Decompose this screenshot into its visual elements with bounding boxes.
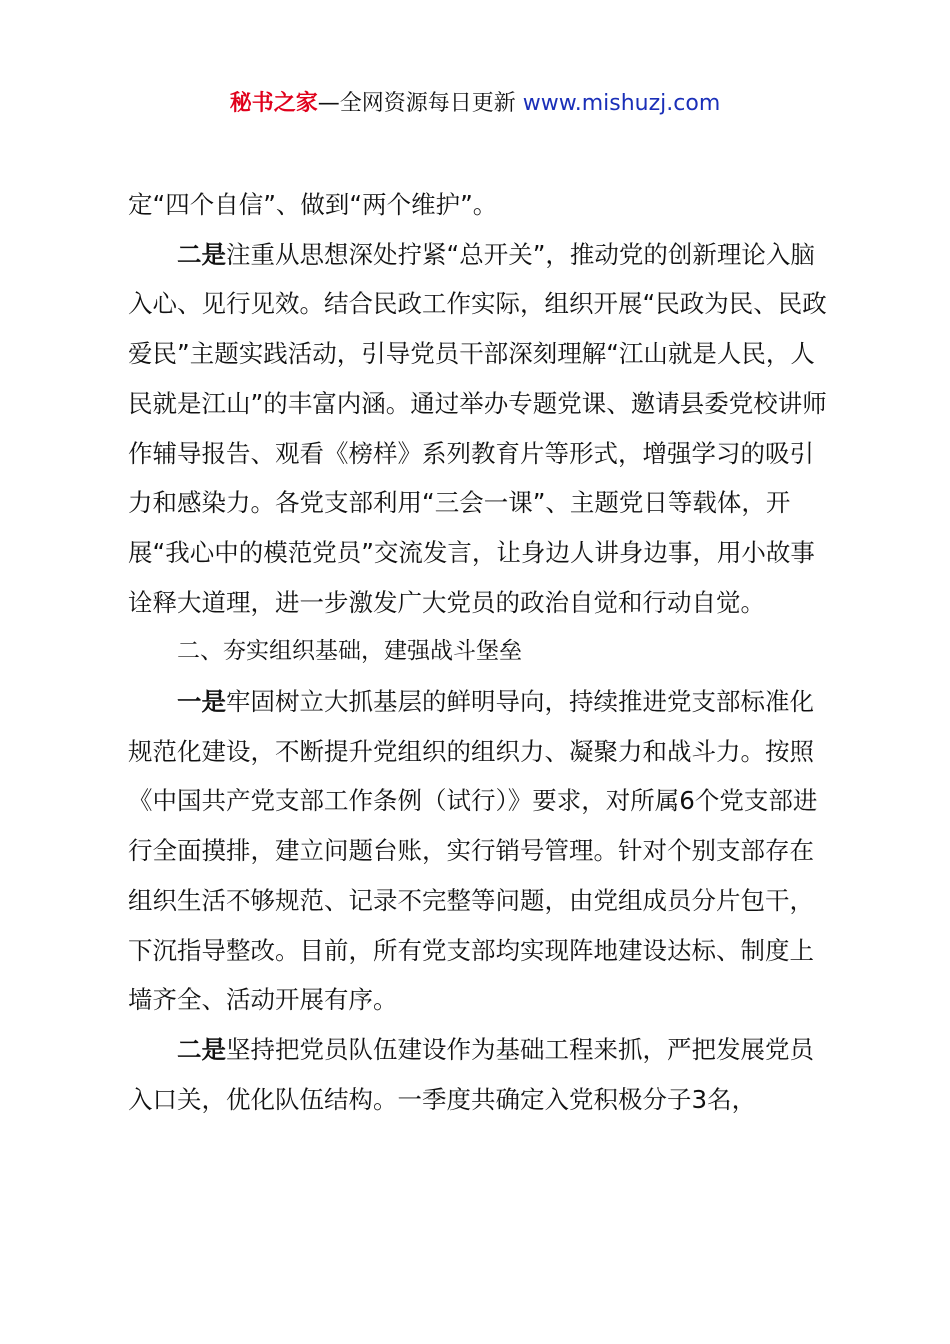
paragraph-text: 注重从思想深处拧紧“总开关”，推动党的创新理论入脑入心、见行见效。结合民政工作实际，组织开展“民政为民、民政爱民”主题实践活动，引导党员干部深刻理解“江山就是人民，人民就是江山”的丰富内涵。通过举办专题党课、邀请县委党校讲师作辅导报告、观看《榜样》系列教育片等形式，增强学习的吸引力和感染力。各党支部利用“三会一课”、主题党日等载体，开展“我心中的模范党员”交流发言，让身边人讲身边事，用小故事诠释大道理，进一步激发广大党员的政治自觉和行动自觉。 (128, 239, 827, 617)
site-header (0, 86, 950, 122)
paragraph-lead: 一是 (177, 687, 226, 717)
paragraph-lead: 二是 (177, 1034, 226, 1064)
paragraph-item (128, 1025, 838, 1124)
paragraph-text: 牢固树立大抓基层的鲜明导向，持续推进党支部标准化规范化建设，不断提升党组织的组织力、凝聚力和战斗力。按照《中国共产党支部工作条例（试行）》要求，对所属6个党支部进行全面摸排，建立问题台账，实行销号管理。针对个别支部存在组织生活不够规范、记录不完整等问题，由党组成员分片包干，下沉指导整改。目前，所有党支部均实现阵地建设达标、制度上墙齐全、活动开展有序。 (128, 687, 818, 1015)
document-body (128, 180, 838, 1124)
paragraph-item (128, 677, 838, 1025)
paragraph-text: 定“四个自信”、做到“两个维护”。 (128, 190, 498, 219)
section-heading: 二、夯实组织基础，建强战斗堡垒 (177, 638, 522, 665)
site-url-link[interactable]: www.mishuzj.com (522, 91, 721, 116)
paragraph-lead: 二是 (177, 239, 226, 269)
paragraph-continuation (128, 180, 838, 230)
header-tagline: —全网资源每日更新 (317, 91, 523, 116)
paragraph-item (128, 230, 838, 628)
paragraph-text: 坚持把党员队伍建设作为基础工程来抓，严把发展党员入口关，优化队伍结构。一季度共确定入党积极分子3名， (128, 1034, 814, 1114)
brand-name: 秘书之家 (229, 91, 318, 116)
